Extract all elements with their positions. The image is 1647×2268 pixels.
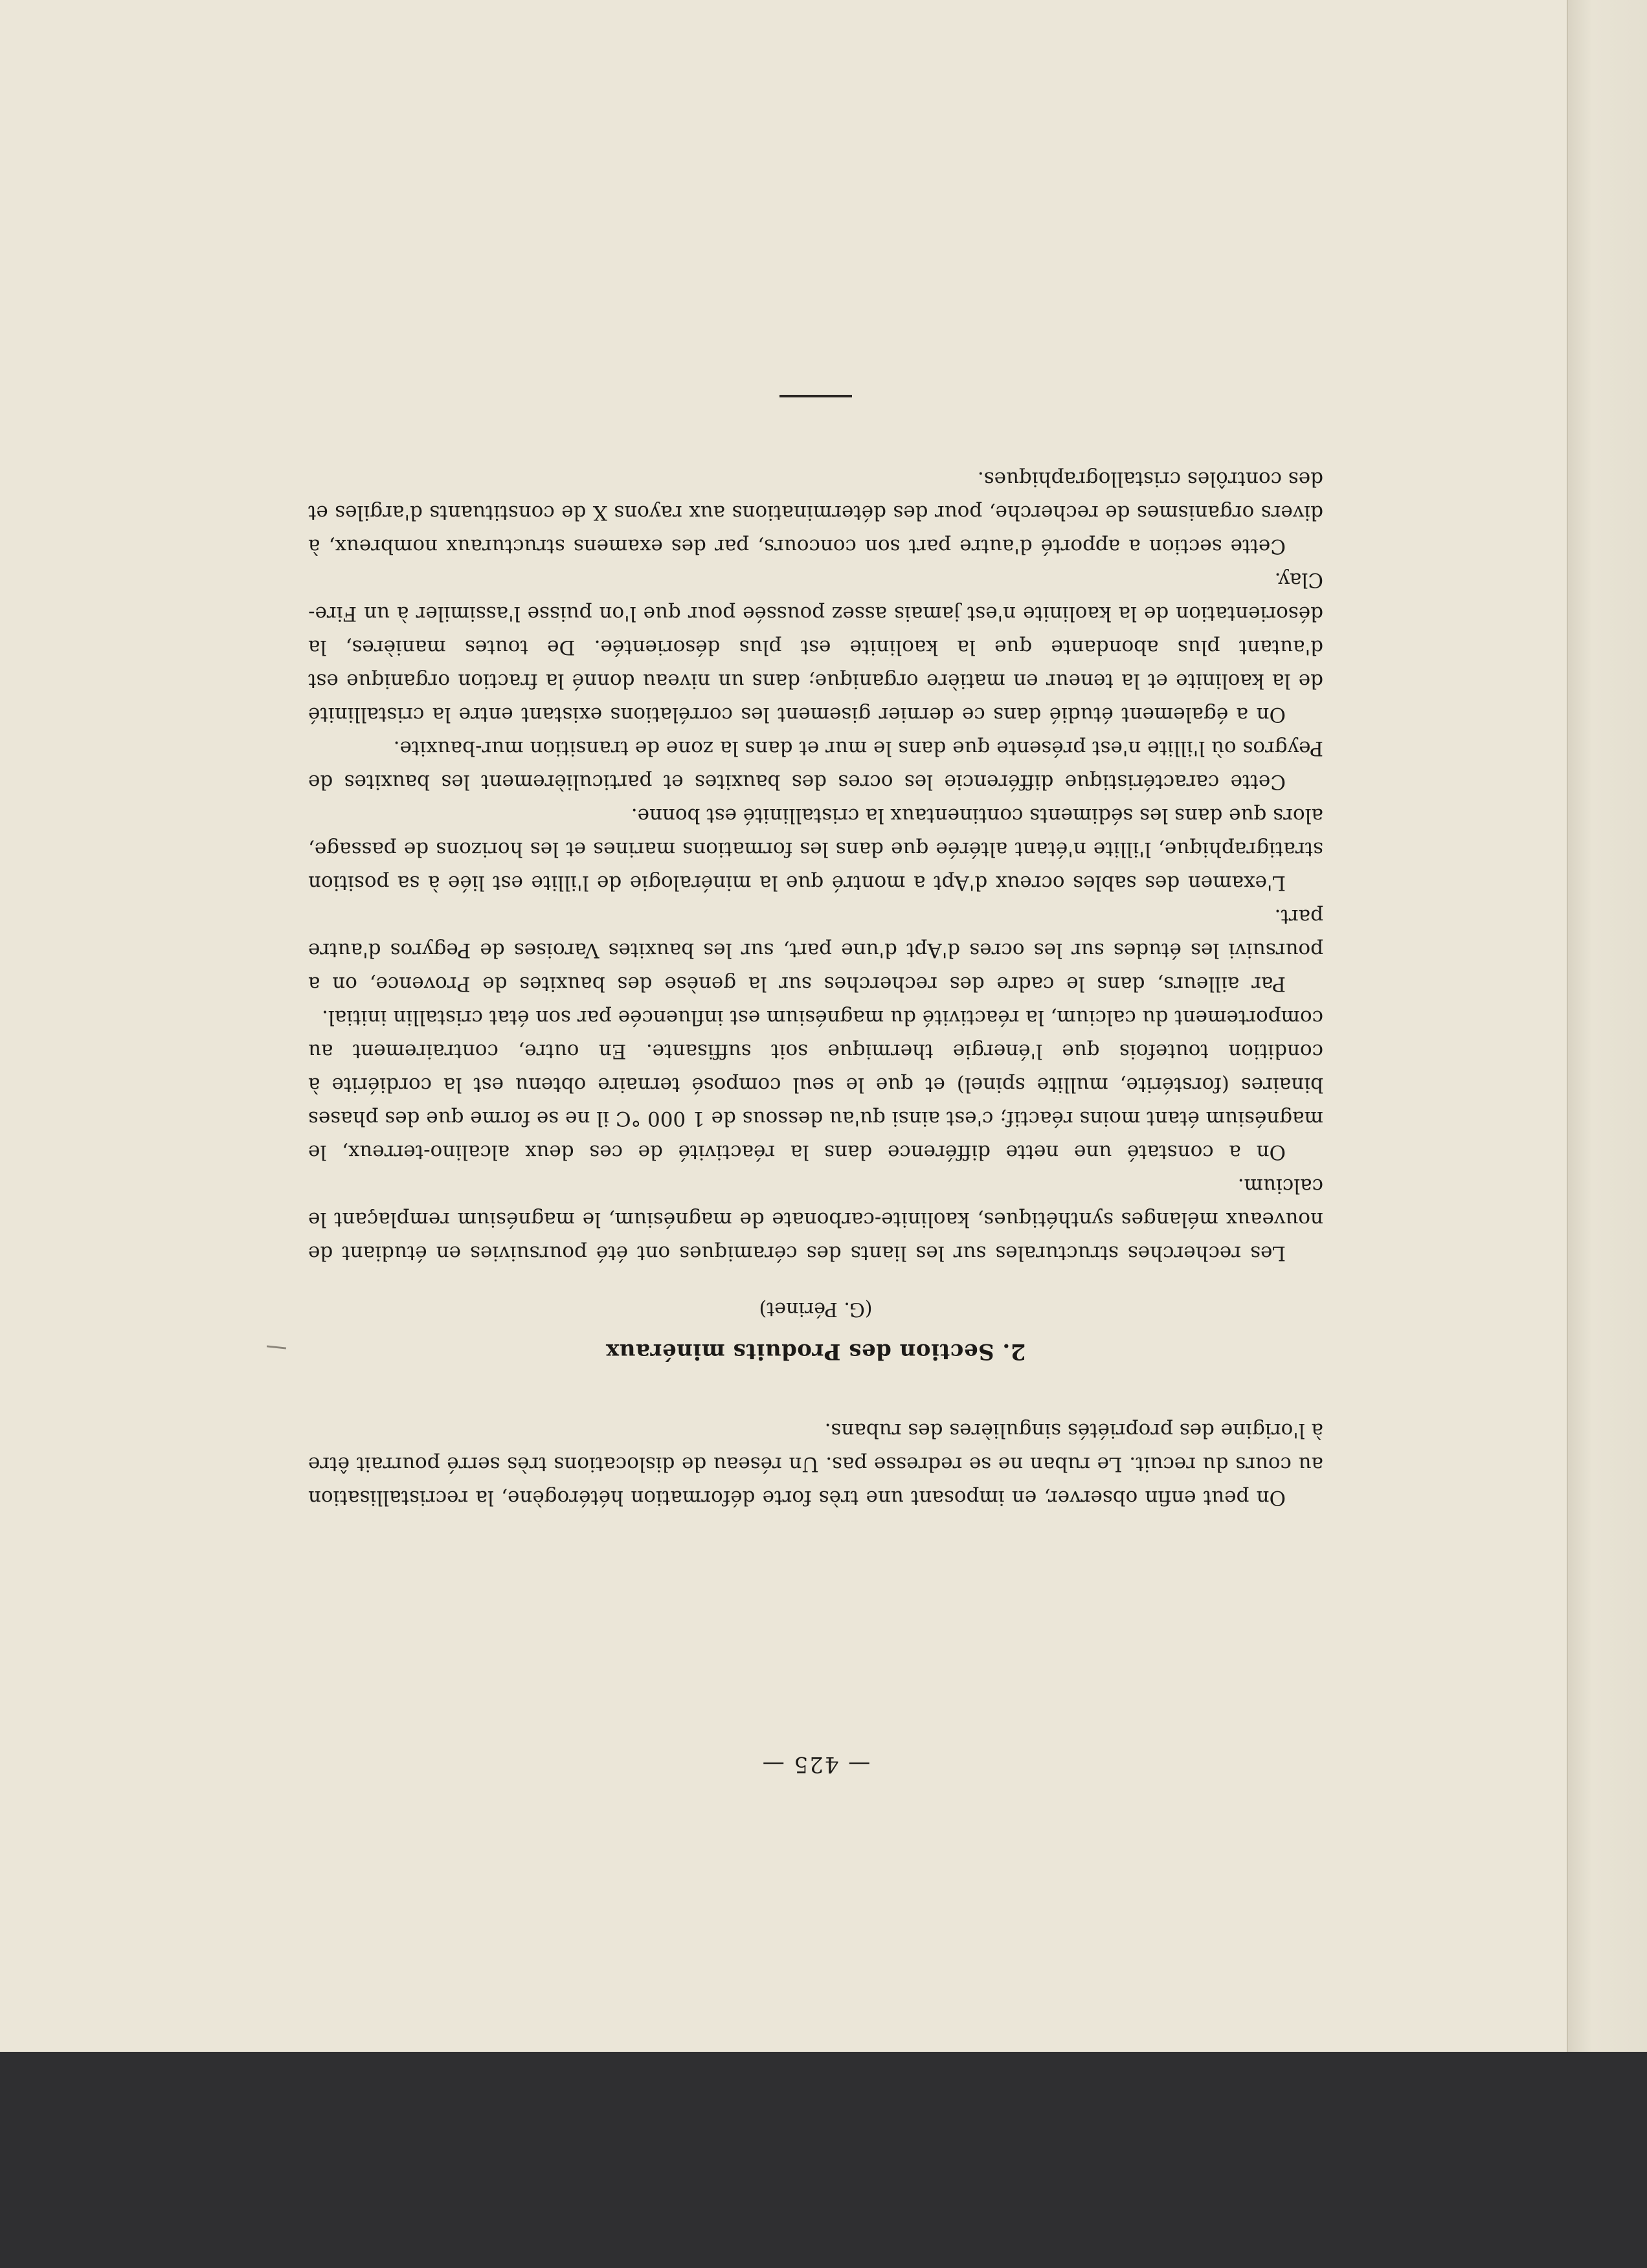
paragraph: Cette section a apporté d'autre part son concours, par des examens structuraux nombreux, à divers organismes de recherche, pour des déterminations aux rayons X de constituants d'argiles et des contrôles cristallographiques. [308,467,1323,558]
page-number: — 425 — [761,1751,871,1777]
section-title: 2. Section des Produits minéraux [605,1339,1026,1364]
paragraph: L'examen des sables ocreux d'Apt a montré que la minéralogie de l'illite est liée à sa position stratigraphique, l'illite n'étant altérée que dans les formations marines et les horizons de passage, alors que dans les sédiments continentaux la cristallinité est bonne. [308,804,1323,895]
paragraph: Les recherches structurales sur les liants des céramiques ont été poursuivies en étudiant de nouveaux mélanges synthétiques, kaolinite-carbonate de magnésium, le magnésium remplaçant le calcium. [308,1174,1323,1265]
paragraph: Cette caractéristique différencie les ocres des bauxites et particulièrement les bauxites de Peygros où l'illite n'est présente que dans le mur et dans la zone de transition mur-bauxite. [308,737,1323,794]
section-author: (G. Périnet) [759,1298,873,1320]
text-block [308,395,1323,1781]
paragraph: On a également étudié dans ce dernier gisement les corrélations existant entre la cristallinité de la kaolinite et la teneur en matière organique; dans un niveau donné la fraction organique est d'autant plus abondante que la kaolinite est plus désorientée. De toutes manières, la désorientation de la kaolinite n'est jamais assez poussée pour que l'on puisse l'assimiler à un Fire-Clay. [308,568,1323,726]
paragraph: Par ailleurs, dans le cadre des recherches sur la genèse des bauxites de Provence, on a poursuivi les études sur les ocres d'Apt d'une part, sur les bauxites Varoises de Pegyros d'autre part. [308,905,1323,995]
paragraph: On a constaté une nette différence dans la réactivité de ces deux alcalino-terreux, le magnésium étant moins réactif; c'est ainsi qu'au dessous de 1 000 °C il ne se forme que des phases binaires (forstérite, mullite spinel) et que le seul composé ternaire obtenu est la cordiérite à condition toutefois que l'énergie thermique soit suffisante. En outre, contrairement au comportement du calcium, la réactivité du magnésium est influencée par son état cristallin initial. [308,1006,1323,1164]
section-divider [779,395,852,397]
intro-paragraph: On peut enfin observer, en imposant une très forte déformation hétérogène, la recristallisation au cours du recuit. Le ruban ne se redresse pas. Un réseau de dislocations très serré pourrait être à l'origine des propriétés singulières des rubans. [308,1419,1323,1509]
